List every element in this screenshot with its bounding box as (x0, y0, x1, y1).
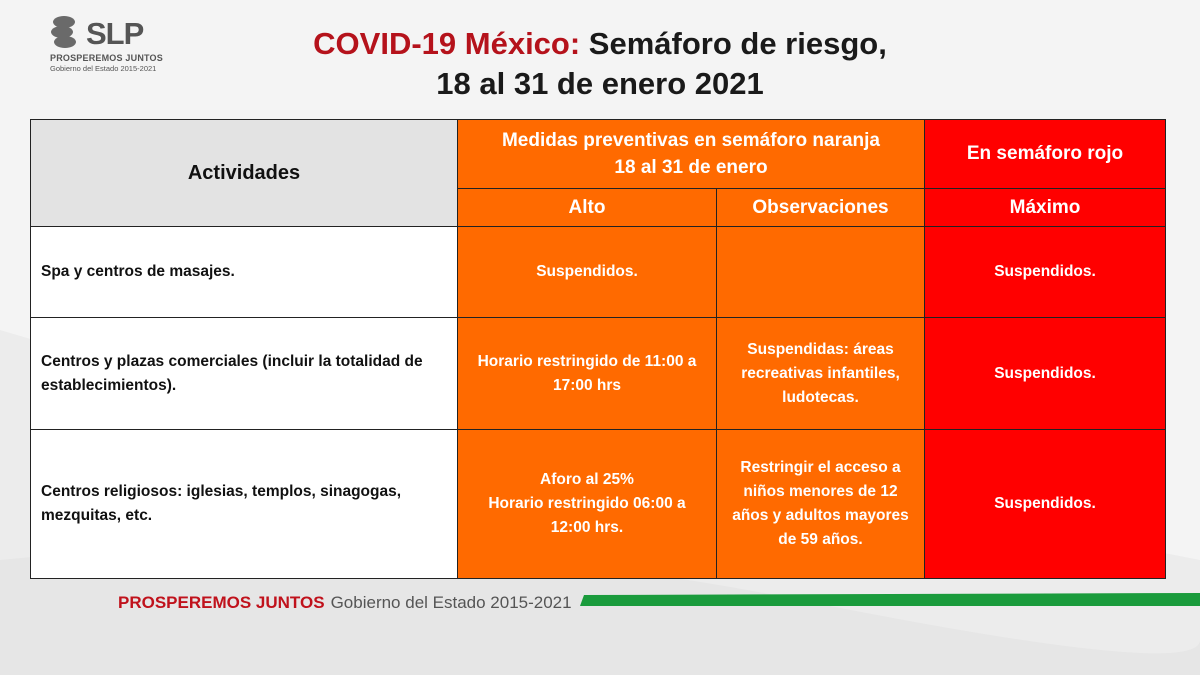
header-activities: Actividades (31, 120, 458, 227)
footer (118, 591, 572, 615)
title-highlight: COVID-19 México: (313, 26, 581, 61)
slp-logo (50, 14, 163, 76)
row-activity: Centros religiosos: iglesias, templos, sinagogas, mezquitas, etc. (31, 430, 458, 579)
header-maximo: Máximo (925, 189, 1166, 227)
footer-slogan: PROSPEREMOS JUNTOS (118, 593, 325, 612)
logo-name: SLP (86, 16, 144, 51)
row-observaciones: Restringir el acceso a niños menores de 12 años y adultos mayores de 59 años. (717, 430, 925, 579)
header-red-group: En semáforo rojo (925, 120, 1166, 189)
table-row (31, 318, 1166, 430)
row-maximo: Suspendidos. (925, 318, 1166, 430)
header-orange-group: Medidas preventivas en semáforo naranja 18 al 31 de enero (458, 120, 925, 189)
row-alto: Aforo al 25% Horario restringido 06:00 a 12:00 hrs. (458, 430, 717, 579)
row-maximo: Suspendidos. (925, 430, 1166, 579)
row-observaciones (717, 227, 925, 318)
header-alto: Alto (458, 189, 717, 227)
row-activity: Centros y plazas comerciales (incluir la totalidad de establecimientos). (31, 318, 458, 430)
page-title (200, 24, 1000, 104)
title-dates: 18 al 31 de enero 2021 (436, 66, 764, 101)
row-observaciones: Suspendidas: áreas recreativas infantiles, ludotecas. (717, 318, 925, 430)
title-rest: Semáforo de riesgo, (580, 26, 887, 61)
logo-government: Gobierno del Estado 2015-2021 (50, 64, 157, 73)
row-maximo: Suspendidos. (925, 227, 1166, 318)
footer-government: Gobierno del Estado 2015-2021 (330, 593, 572, 612)
table-row (31, 227, 1166, 318)
header-observaciones: Observaciones (717, 189, 925, 227)
logo-slogan: PROSPEREMOS JUNTOS (50, 53, 163, 63)
row-alto: Horario restringido de 11:00 a 17:00 hrs (458, 318, 717, 430)
row-activity: Spa y centros de masajes. (31, 227, 458, 318)
measures-table (30, 119, 1166, 579)
table-row (31, 430, 1166, 579)
slp-logo-icon (50, 14, 90, 50)
table-header-row (31, 120, 1166, 189)
footer-green-bar (580, 593, 1200, 606)
row-alto: Suspendidos. (458, 227, 717, 318)
